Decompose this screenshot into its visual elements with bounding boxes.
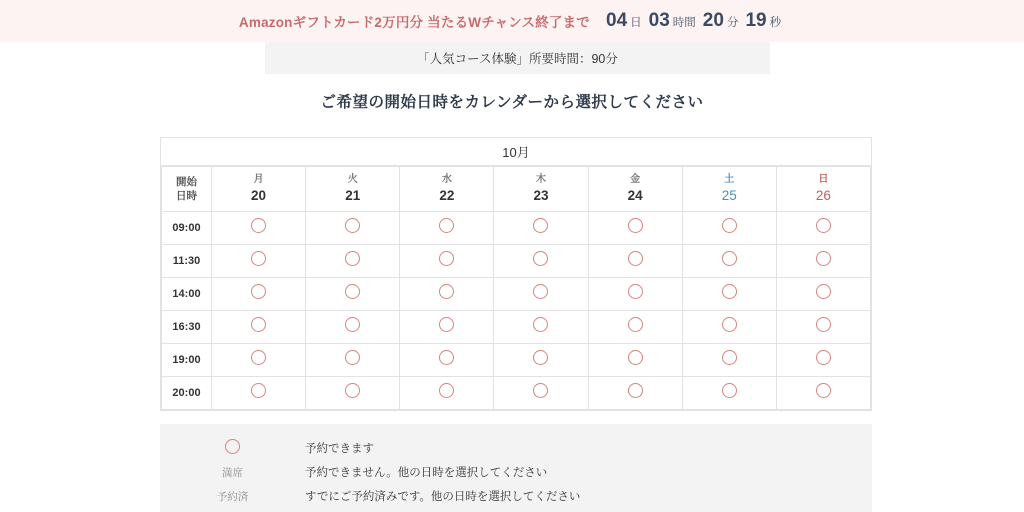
circle-icon[interactable]: [439, 350, 454, 365]
slot-cell[interactable]: [212, 245, 306, 278]
slot-cell[interactable]: [682, 377, 776, 410]
time-label: 14:00: [162, 278, 212, 311]
countdown-days-unit: 日: [630, 17, 642, 29]
slot-cell[interactable]: [212, 377, 306, 410]
day-number-label: 21: [345, 188, 361, 204]
legend-desc-booked: すでにご予約済みです。他の日時を選択してください: [305, 491, 581, 503]
slot-cell[interactable]: [306, 212, 400, 245]
slot-cell[interactable]: [776, 278, 870, 311]
slot-cell[interactable]: [306, 245, 400, 278]
slot-cell[interactable]: [494, 344, 588, 377]
availability-table: [161, 166, 871, 410]
legend-key-full: 満席: [222, 466, 243, 479]
slot-cell[interactable]: [682, 344, 776, 377]
time-label: 16:30: [162, 311, 212, 344]
circle-icon[interactable]: [251, 350, 266, 365]
slot-cell[interactable]: [588, 212, 682, 245]
day-of-week-label: 火: [347, 174, 358, 186]
time-label: 11:30: [162, 245, 212, 278]
slot-cell[interactable]: [776, 311, 870, 344]
circle-icon[interactable]: [439, 251, 454, 266]
circle-icon[interactable]: [816, 284, 831, 299]
day-number-label: 25: [721, 188, 737, 204]
corner-label-line1: 開始: [176, 175, 197, 188]
circle-icon[interactable]: [628, 383, 643, 398]
legend-key-available: [160, 439, 305, 457]
slot-cell[interactable]: [588, 344, 682, 377]
day-number-label: 26: [815, 188, 831, 204]
legend-row: [160, 484, 872, 508]
day-header-thu: [494, 167, 588, 212]
circle-icon[interactable]: [816, 218, 831, 233]
circle-icon[interactable]: [345, 383, 360, 398]
slot-cell[interactable]: [682, 311, 776, 344]
slot-cell[interactable]: [306, 344, 400, 377]
legend-row: [160, 436, 872, 460]
day-header-mon: [212, 167, 306, 212]
campaign-banner-text: Amazonギフトカード2万円分 当たるWチャンス終了まで: [238, 15, 591, 30]
circle-icon[interactable]: [439, 317, 454, 332]
circle-icon[interactable]: [533, 383, 548, 398]
circle-icon[interactable]: [816, 317, 831, 332]
table-body: [162, 212, 871, 410]
slot-cell[interactable]: [776, 245, 870, 278]
day-of-week-label: 木: [535, 174, 546, 186]
circle-icon[interactable]: [345, 218, 360, 233]
slot-cell[interactable]: [400, 344, 494, 377]
calendar-month-label: 10月: [161, 138, 871, 166]
day-number-label: 24: [627, 188, 643, 204]
table-row: [162, 212, 871, 245]
slot-cell[interactable]: [494, 212, 588, 245]
circle-icon[interactable]: [439, 284, 454, 299]
slot-cell[interactable]: [306, 311, 400, 344]
circle-icon[interactable]: [722, 350, 737, 365]
day-number-label: 22: [439, 188, 455, 204]
slot-cell[interactable]: [306, 377, 400, 410]
circle-icon[interactable]: [251, 383, 266, 398]
time-label: 09:00: [162, 212, 212, 245]
countdown-seconds-unit: 秒: [769, 17, 782, 29]
slot-cell[interactable]: [212, 212, 306, 245]
slot-cell[interactable]: [588, 245, 682, 278]
day-header-sat: [682, 167, 776, 212]
day-of-week-label: 金: [630, 174, 641, 186]
day-of-week-label: 土: [724, 174, 735, 186]
slot-cell[interactable]: [776, 212, 870, 245]
circle-icon[interactable]: [533, 251, 548, 266]
slot-cell[interactable]: [400, 278, 494, 311]
circle-icon: [225, 439, 240, 454]
countdown-days-value: 04: [606, 10, 628, 31]
day-number-label: 23: [533, 188, 549, 204]
countdown-hours-value: 03: [648, 10, 670, 31]
circle-icon[interactable]: [628, 251, 643, 266]
legend-desc-full: 予約できません。他の日時を選択してください: [305, 467, 548, 479]
day-of-week-label: 水: [441, 174, 452, 186]
slot-cell[interactable]: [682, 212, 776, 245]
circle-icon[interactable]: [439, 383, 454, 398]
countdown-minutes-unit: 分: [726, 17, 739, 29]
circle-icon[interactable]: [533, 317, 548, 332]
legend-panel: [160, 424, 872, 512]
circle-icon[interactable]: [533, 350, 548, 365]
day-header-sun: [776, 167, 870, 212]
legend-row: [160, 460, 872, 484]
circle-icon[interactable]: [345, 317, 360, 332]
legend-desc-available: 予約できます: [305, 443, 374, 455]
time-label: 20:00: [162, 377, 212, 410]
day-number-label: 20: [251, 188, 267, 204]
legend-key-booked: 予約済: [216, 490, 249, 503]
circle-icon[interactable]: [722, 284, 737, 299]
table-row: [162, 344, 871, 377]
circle-icon[interactable]: [722, 251, 737, 266]
corner-label-line2: 日時: [176, 190, 197, 202]
circle-icon[interactable]: [816, 251, 831, 266]
slot-cell[interactable]: [682, 245, 776, 278]
circle-icon[interactable]: [722, 317, 737, 332]
slot-cell[interactable]: [212, 344, 306, 377]
slot-cell[interactable]: [588, 311, 682, 344]
slot-cell[interactable]: [494, 278, 588, 311]
day-header-wed: [400, 167, 494, 212]
circle-icon[interactable]: [628, 218, 643, 233]
circle-icon[interactable]: [628, 317, 643, 332]
day-header-tue: [306, 167, 400, 212]
table-header: [162, 167, 871, 212]
circle-icon[interactable]: [345, 284, 360, 299]
circle-icon[interactable]: [345, 350, 360, 365]
circle-icon[interactable]: [345, 251, 360, 266]
slot-cell[interactable]: [400, 212, 494, 245]
page-title: ご希望の開始日時をカレンダーから選択してください: [320, 94, 704, 111]
circle-icon[interactable]: [251, 218, 266, 233]
circle-icon[interactable]: [628, 284, 643, 299]
day-of-week-label: 月: [253, 174, 264, 186]
circle-icon[interactable]: [816, 350, 831, 365]
slot-cell[interactable]: [494, 377, 588, 410]
slot-cell[interactable]: [494, 311, 588, 344]
slot-cell[interactable]: [776, 344, 870, 377]
slot-cell[interactable]: [212, 278, 306, 311]
slot-cell[interactable]: [588, 278, 682, 311]
slot-cell[interactable]: [494, 245, 588, 278]
circle-icon[interactable]: [251, 284, 266, 299]
circle-icon[interactable]: [251, 251, 266, 266]
table-row: [162, 278, 871, 311]
campaign-banner: [0, 0, 1024, 42]
table-row: [162, 377, 871, 410]
table-row: [162, 311, 871, 344]
slot-cell[interactable]: [306, 278, 400, 311]
countdown-minutes-value: 20: [702, 10, 724, 31]
slot-cell[interactable]: [400, 311, 494, 344]
header-row: [162, 167, 871, 212]
course-info-bar: [265, 42, 770, 74]
course-info-text: 「人気コース体験」所要時間：90分: [417, 52, 618, 66]
circle-icon[interactable]: [628, 350, 643, 365]
circle-icon[interactable]: [533, 284, 548, 299]
countdown-hours-unit: 時間: [672, 17, 696, 29]
slot-cell[interactable]: [212, 311, 306, 344]
corner-header-cell: [162, 167, 212, 212]
circle-icon[interactable]: [722, 218, 737, 233]
slot-cell[interactable]: [400, 377, 494, 410]
circle-icon[interactable]: [722, 383, 737, 398]
slot-cell[interactable]: [400, 245, 494, 278]
day-of-week-label: 日: [818, 174, 829, 186]
slot-cell[interactable]: [682, 278, 776, 311]
day-header-fri: [588, 167, 682, 212]
slot-cell[interactable]: [588, 377, 682, 410]
slot-cell[interactable]: [776, 377, 870, 410]
time-label: 19:00: [162, 344, 212, 377]
circle-icon[interactable]: [816, 383, 831, 398]
countdown-timer: [606, 10, 785, 32]
circle-icon[interactable]: [439, 218, 454, 233]
availability-calendar: [160, 137, 872, 411]
countdown-seconds-value: 19: [745, 10, 767, 31]
circle-icon[interactable]: [533, 218, 548, 233]
circle-icon[interactable]: [251, 317, 266, 332]
table-row: [162, 245, 871, 278]
